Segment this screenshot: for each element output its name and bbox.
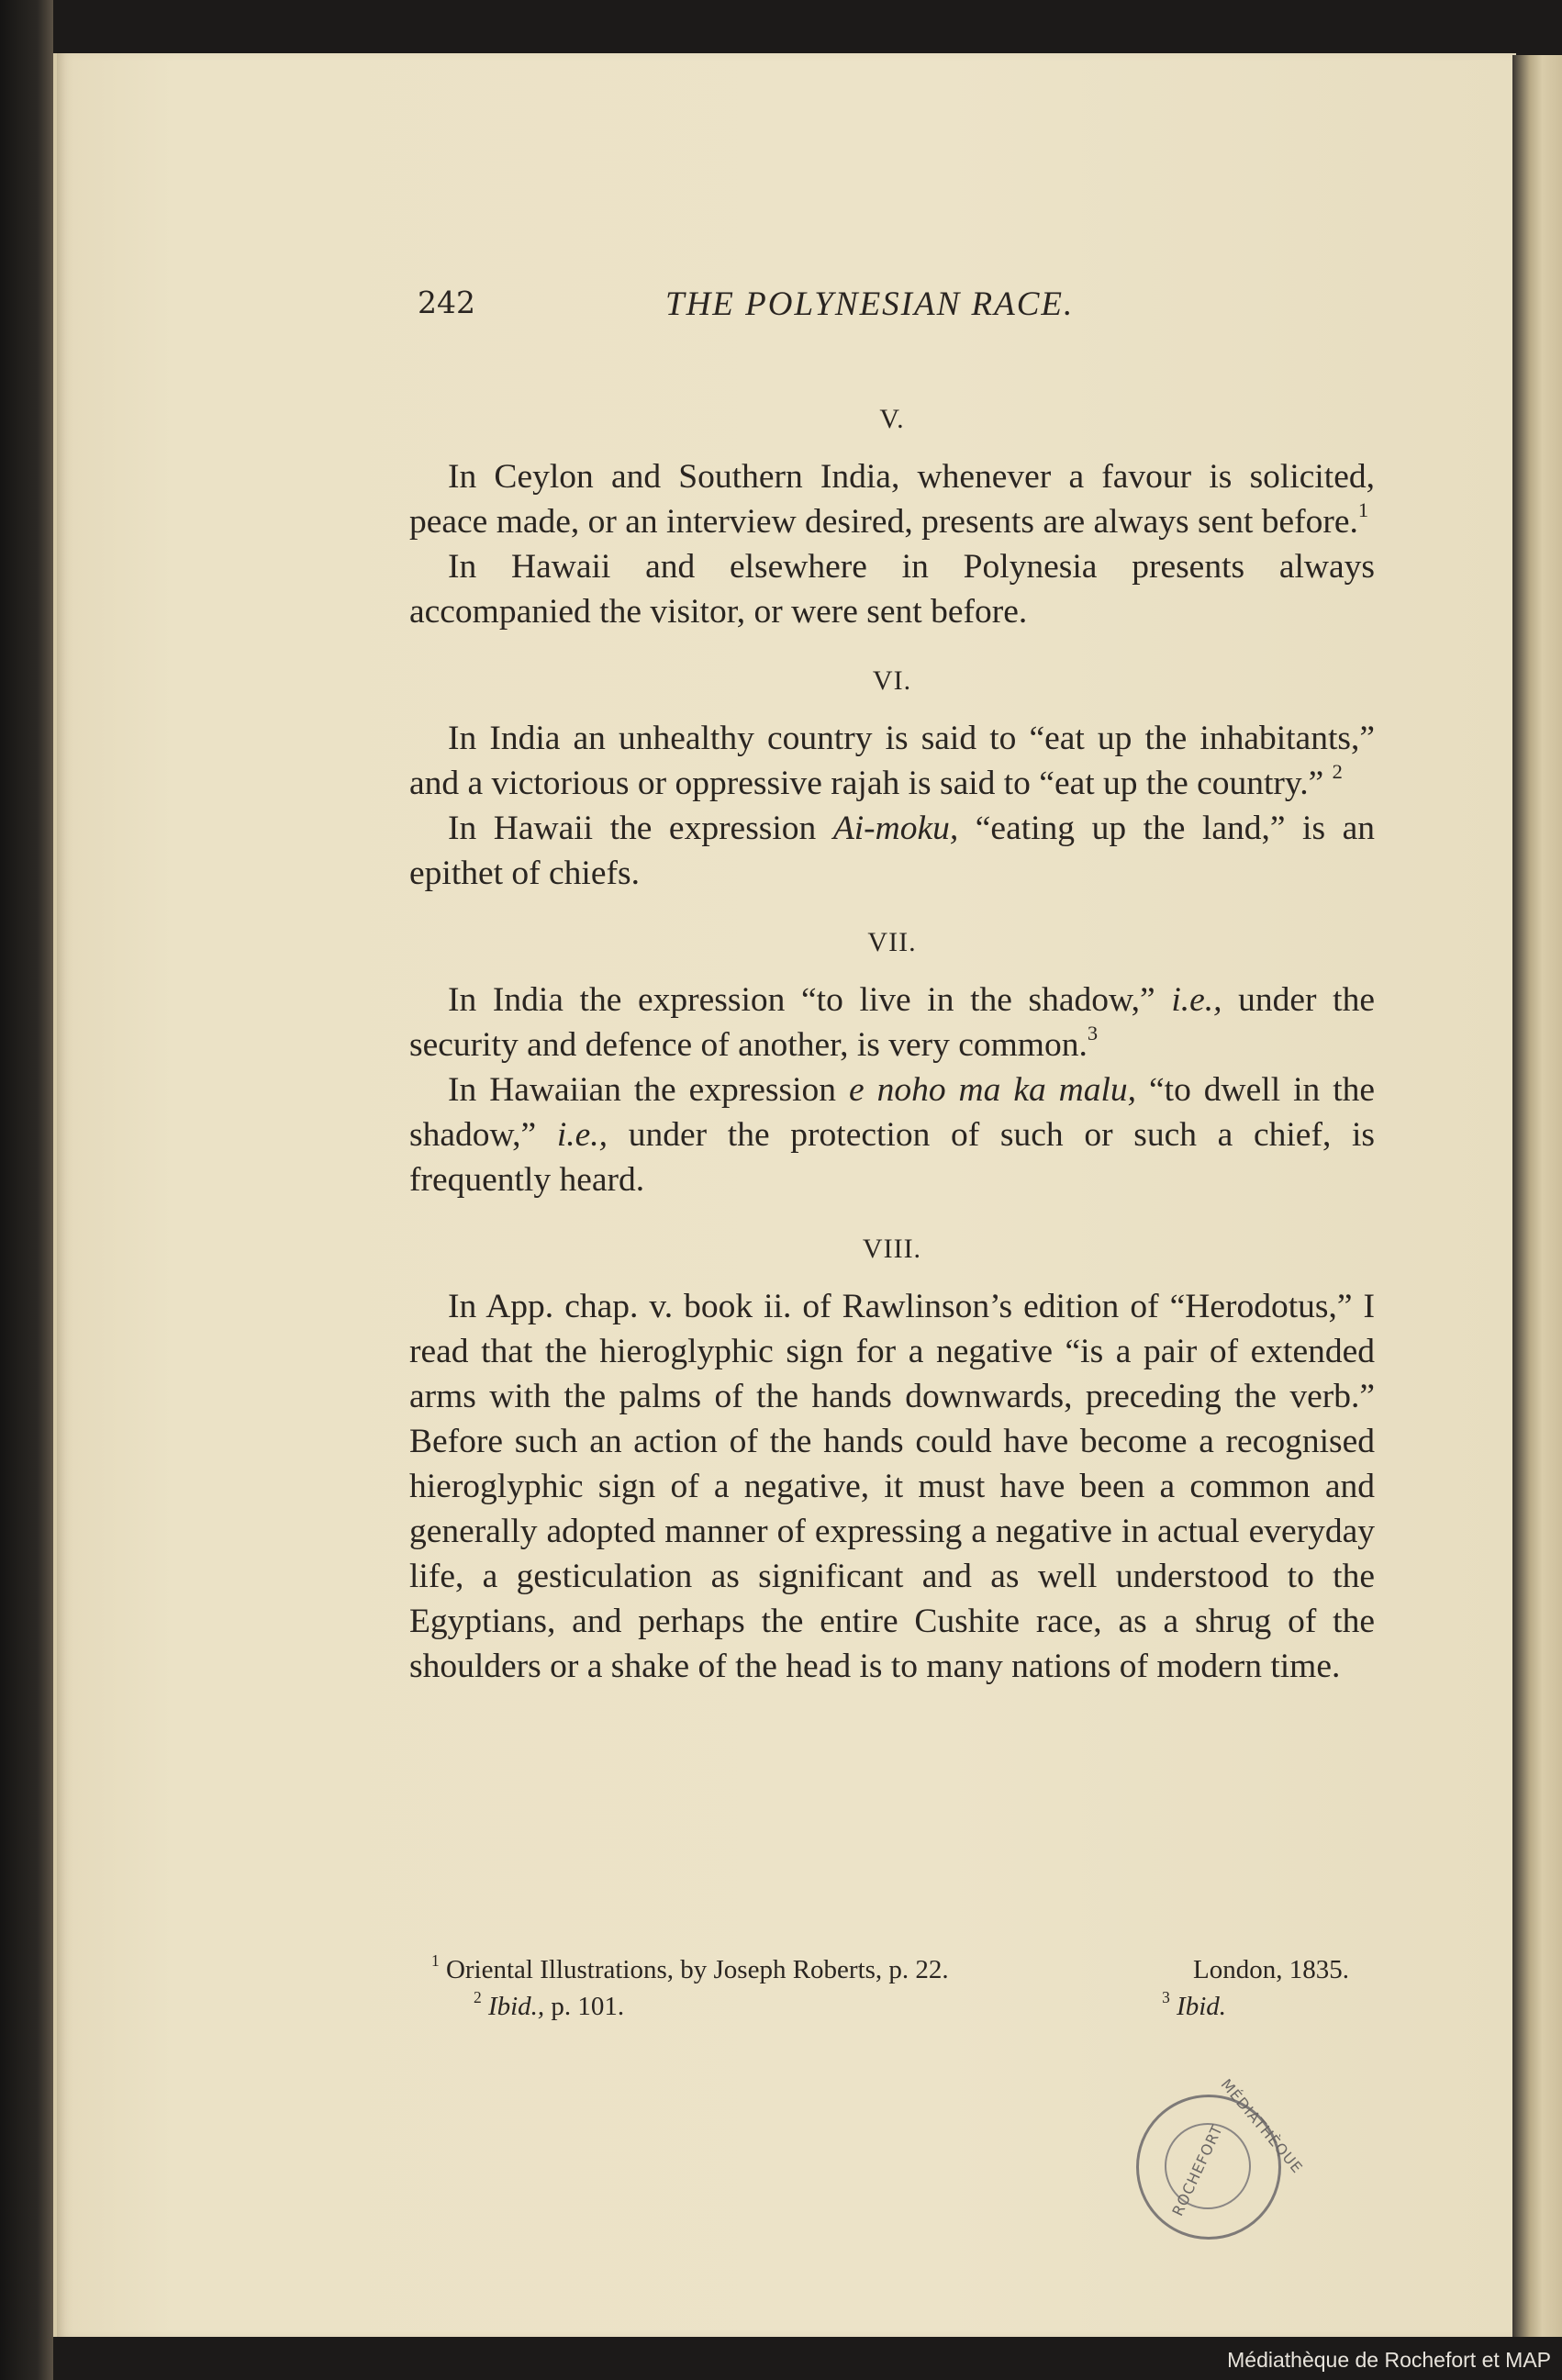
- section-vii: [409, 920, 1375, 1202]
- page-number: 242: [418, 285, 475, 320]
- hawaiian-term: Ai-moku,: [832, 810, 959, 847]
- footnotes: [431, 1951, 1349, 2025]
- page-edge: [1512, 55, 1562, 2337]
- book-title: THE POLYNESIAN RACE.: [665, 285, 1075, 323]
- body-text: [409, 385, 1375, 1713]
- footnote-2-3: $^2$ Ibid., p. 101. $^3$ Ibid.: [474, 1987, 1226, 2021]
- section-viii: [409, 1226, 1375, 1689]
- footnote-1: $^1$ Oriental Illustrations, by Joseph Roberts, p. 22. London, 1835.: [431, 1950, 1349, 1984]
- section-v: [409, 397, 1375, 634]
- library-stamp: MÉDIATHÈQUE ROCHEFORT: [1136, 2095, 1281, 2240]
- footnote-mark: 3: [1087, 1022, 1099, 1045]
- footnote-mark: 1: [1357, 498, 1369, 522]
- section-numeral: VII.: [867, 927, 917, 957]
- section-numeral: VIII.: [862, 1234, 922, 1264]
- paragraph: In Ceylon and Southern India, whenever a favour is solicited, peace made, or an interview desired, presents are always sent before.$^1$: [409, 458, 1375, 541]
- section-vi: [409, 658, 1375, 896]
- section-numeral: V.: [879, 404, 905, 434]
- paragraph: In Hawaiian the expression e noho ma ka malu, “to dwell in the shadow,” i.e., under the protection of such or such a chief, is frequently heard.: [409, 1071, 1376, 1199]
- paragraph: In India the expression “to live in the shadow,” i.e., under the security and defence of another, is very common.$^3$: [409, 981, 1375, 1064]
- hawaiian-term: e noho ma ka malu,: [848, 1071, 1137, 1109]
- footnote-mark: 2: [1332, 760, 1343, 784]
- paragraph: In Hawaii the expression Ai-moku, “eating up the land,” is an epithet of chiefs.: [409, 810, 1375, 892]
- paragraph: In App. chap. v. book ii. of Rawlinson’s edition of “Herodotus,” I read that the hieroglyphic sign for a negative “is a pair of extended arms with the palms of the hands downwards, preceding the verb.” Before such an action of the hands could have become a recognised hieroglyphic sign of a negative, it must have been a common and generally adopted manner of expressing a negative in actual everyday life, a gesticulation as significant and as well understood to the Egyptians, and perhaps the entire Cushite race, as a shrug of the shoulders or a shake of the head is to many nations of modern time.: [409, 1288, 1375, 1685]
- paragraph: In Hawaii and elsewhere in Polynesia presents always accompanied the visitor, or were sent before.: [409, 548, 1375, 631]
- running-head: [418, 285, 1143, 330]
- watermark: Médiathèque de Rochefort et MAP: [1227, 2348, 1551, 2372]
- paragraph: In India an unhealthy country is said to “eat up the inhabitants,” and a victorious or oppressive rajah is said to “eat up the country.” $^2$: [409, 720, 1375, 802]
- left-shadow: [0, 0, 53, 2380]
- section-numeral: VI.: [872, 665, 912, 696]
